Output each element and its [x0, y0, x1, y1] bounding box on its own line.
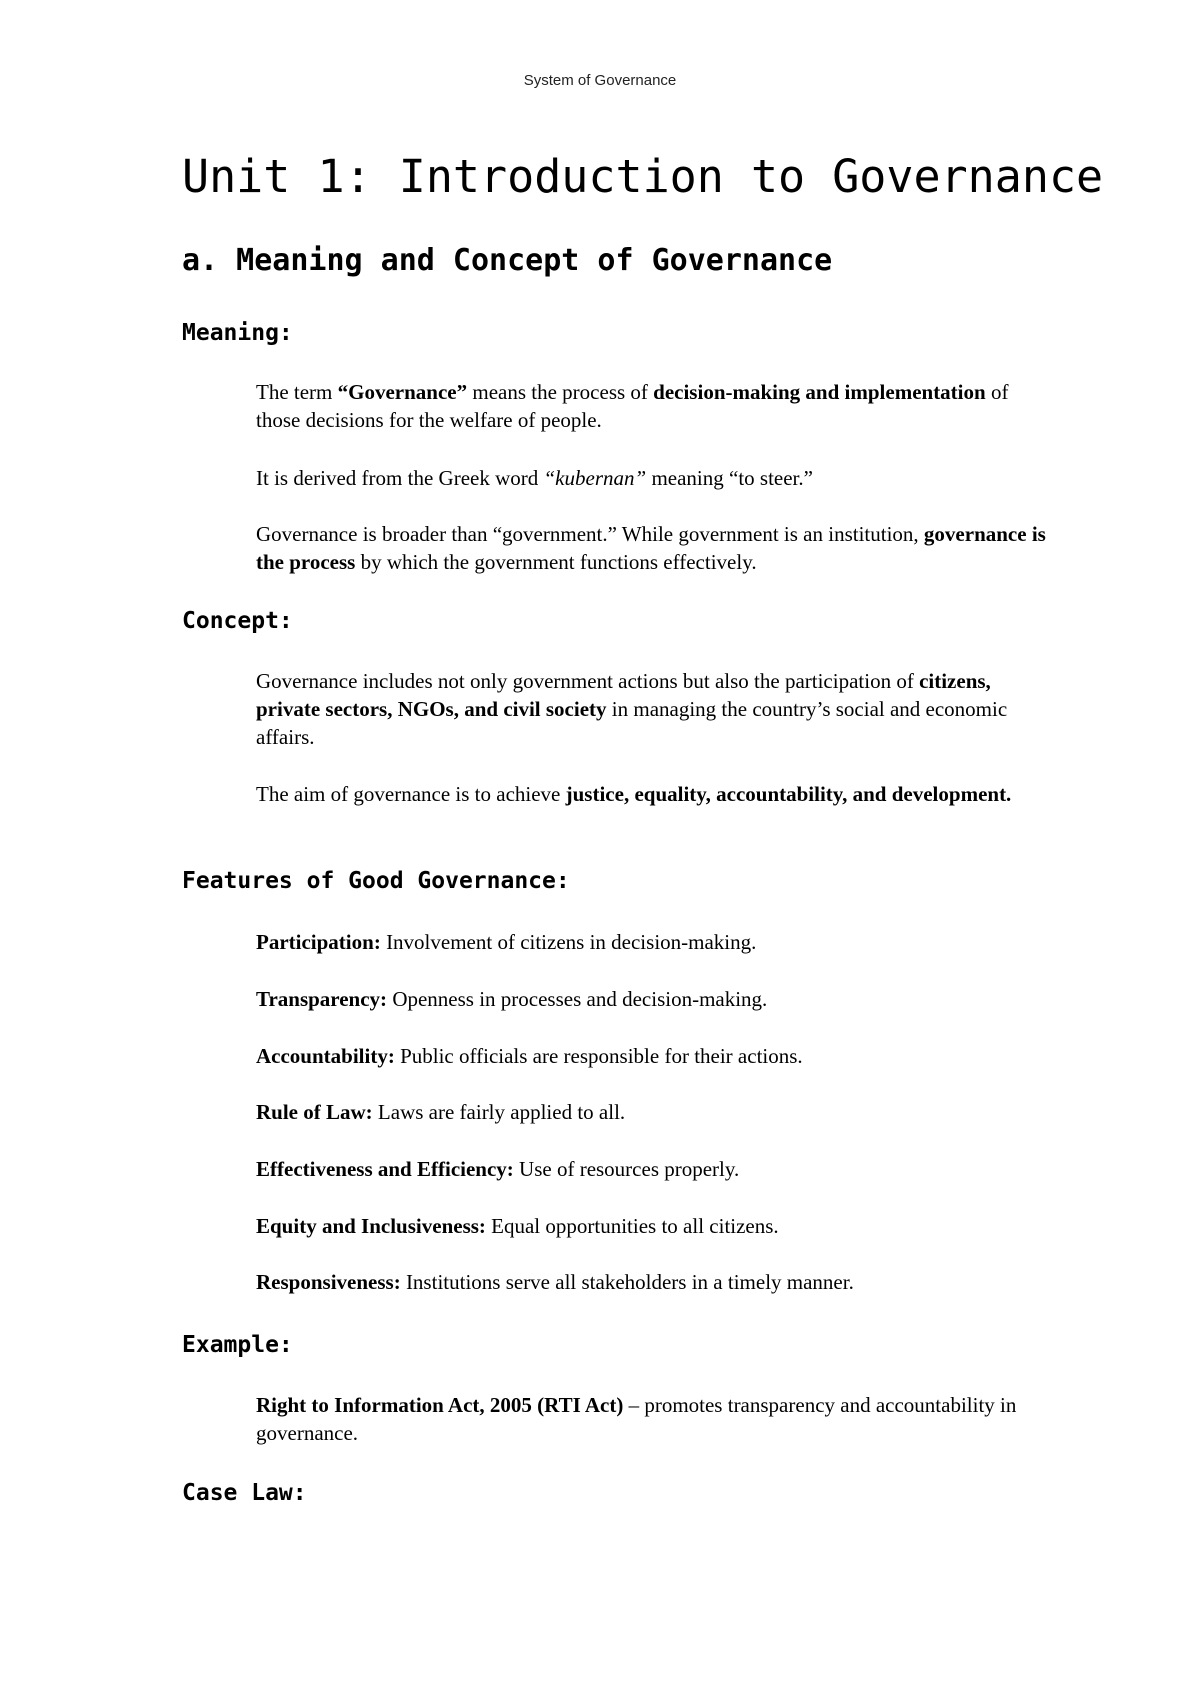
feature-item: Equity and Inclusiveness: Equal opportunities to all citizens. [256, 1214, 779, 1238]
concept-paragraph-1: Governance includes not only government actions but also the participation of citizens, private sectors, NGOs, and civil society in managing the country’s social and economic affairs. [256, 669, 1008, 749]
concept-heading: Concept: [182, 608, 293, 634]
example-paragraph: Right to Information Act, 2005 (RTI Act) – promotes transparency and accountability in governance. [256, 1393, 1017, 1445]
section-subtitle: a. Meaning and Concept of Governance [182, 243, 833, 278]
feature-item: Transparency: Openness in processes and decision-making. [256, 987, 768, 1011]
feature-item: Responsiveness: Institutions serve all stakeholders in a timely manner. [256, 1270, 854, 1294]
meaning-paragraph-1: The term “Governance” means the process of decision-making and implementation of those decisions for the welfare of people. [256, 380, 1009, 432]
feature-item: Rule of Law: Laws are fairly applied to all. [256, 1100, 626, 1124]
features-heading: Features of Good Governance: [182, 868, 570, 894]
feature-item: Effectiveness and Efficiency: Use of resources properly. [256, 1157, 740, 1181]
example-heading: Example: [182, 1332, 293, 1358]
feature-item: Participation: Involvement of citizens in decision-making. [256, 930, 757, 954]
meaning-heading: Meaning: [182, 320, 293, 346]
caselaw-heading: Case Law: [182, 1480, 307, 1506]
unit-title: Unit 1: Introduction to Governance [182, 150, 1104, 203]
meaning-paragraph-3: Governance is broader than “government.” While government is an institution, governance is the process by which the government functions effectively. [256, 522, 1046, 574]
feature-item: Accountability: Public officials are responsible for their actions. [256, 1044, 803, 1068]
meaning-paragraph-2: It is derived from the Greek word “kubernan” meaning “to steer.” [256, 466, 813, 490]
concept-paragraph-2: The aim of governance is to achieve justice, equality, accountability, and development. [256, 782, 1012, 806]
page-header: System of Governance [523, 72, 677, 89]
